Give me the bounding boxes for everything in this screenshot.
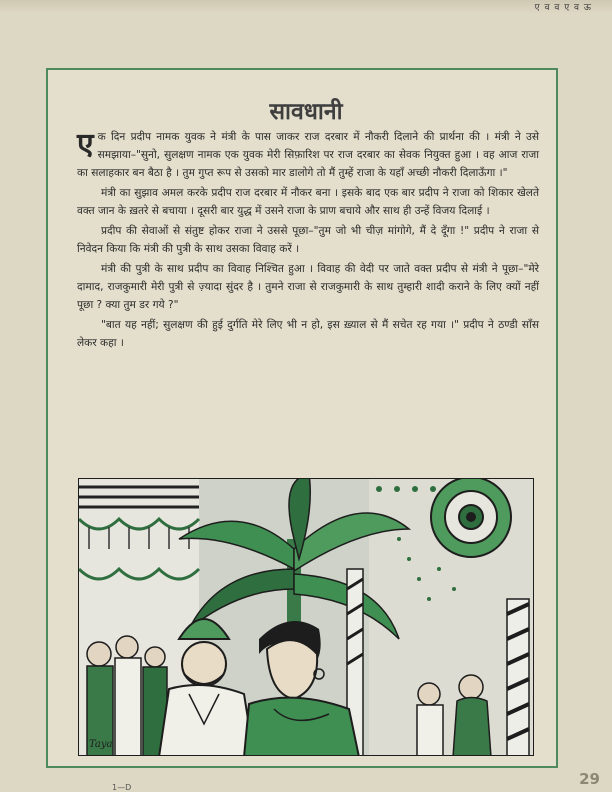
paragraph-1-text: क दिन प्रदीप नामक युवक ने मंत्री के पास जाकर राज दरबार में नौकरी दिलाने की प्रार्थना की । मंत्री ने उसे समझाया–"सुनो, सुलक्षण नामक एक युवक मेरी सिफ़ारिश पर राज दरबार का सेवक नियुक्त हुआ । वह आज राजा का सलाहकार बन बैठा है । तुम गुप्त रूप से उसको मार डालोगे तो मैं तुम्हें राजा के यहाँ अच्छी नौकरी दिलाऊँगा ।" (77, 131, 539, 179)
paragraph-2: मंत्री का सुझाव अमल करके प्रदीप राज दरबार में नौकर बना । इसके बाद एक बार प्रदीप ने राजा को शिकार खेलते वक्त जान के ख़तरे से बचाया । दूसरी बार युद्ध में उसने राजा के प्राण बचाये और साथ ही उन्हें विजय दिलाई । (77, 187, 539, 217)
paragraph-1 (77, 128, 539, 182)
paragraph-4: मंत्री की पुत्री के साथ प्रदीप का विवाह निश्चित हुआ । विवाह की वेदी पर जाते वक्त प्रदीप से मंत्री ने पूछा–"मेरे दामाद, राजकुमारी मेरी पुत्री से ज़्यादा सुंदर है । तुमने राजा से राजकुमारी के साथ तुम्हारी शादी कराने के लिए क्यों नहीं पूछा ? क्या तुम डर गये ?" (77, 263, 539, 311)
story-title: सावधानी (269, 99, 343, 125)
paragraph-3: प्रदीप की सेवाओं से संतुष्ट होकर राजा ने उससे पूछा–"तुम जो भी चीज़ मांगोगे, मैं दे दूँगा !" प्रदीप ने राजा से निवेदन किया कि मंत्री की पुत्री के साथ उसका विवाह करें । (77, 225, 539, 255)
footer-fragment: 1—D (112, 783, 132, 792)
page-number: 29 (579, 770, 600, 788)
flower-medallion (431, 479, 511, 557)
artist-signature: Taya (89, 739, 113, 750)
story-text (77, 128, 539, 354)
header-fragment: ए व व ए व ऊ (534, 3, 592, 13)
guests-left (87, 636, 167, 756)
drop-cap: ए (77, 127, 94, 162)
top-page-strip (0, 0, 612, 14)
wedding-illustration (78, 478, 534, 756)
paragraph-5: "बात यह नहीं; सुलक्षण की हुई दुर्गति मेरे लिए भी न हो, इस ख़्याल से मैं सचेत रह गया ।" प्रदीप ने ठण्डी साँस लेकर कहा । (77, 319, 539, 349)
